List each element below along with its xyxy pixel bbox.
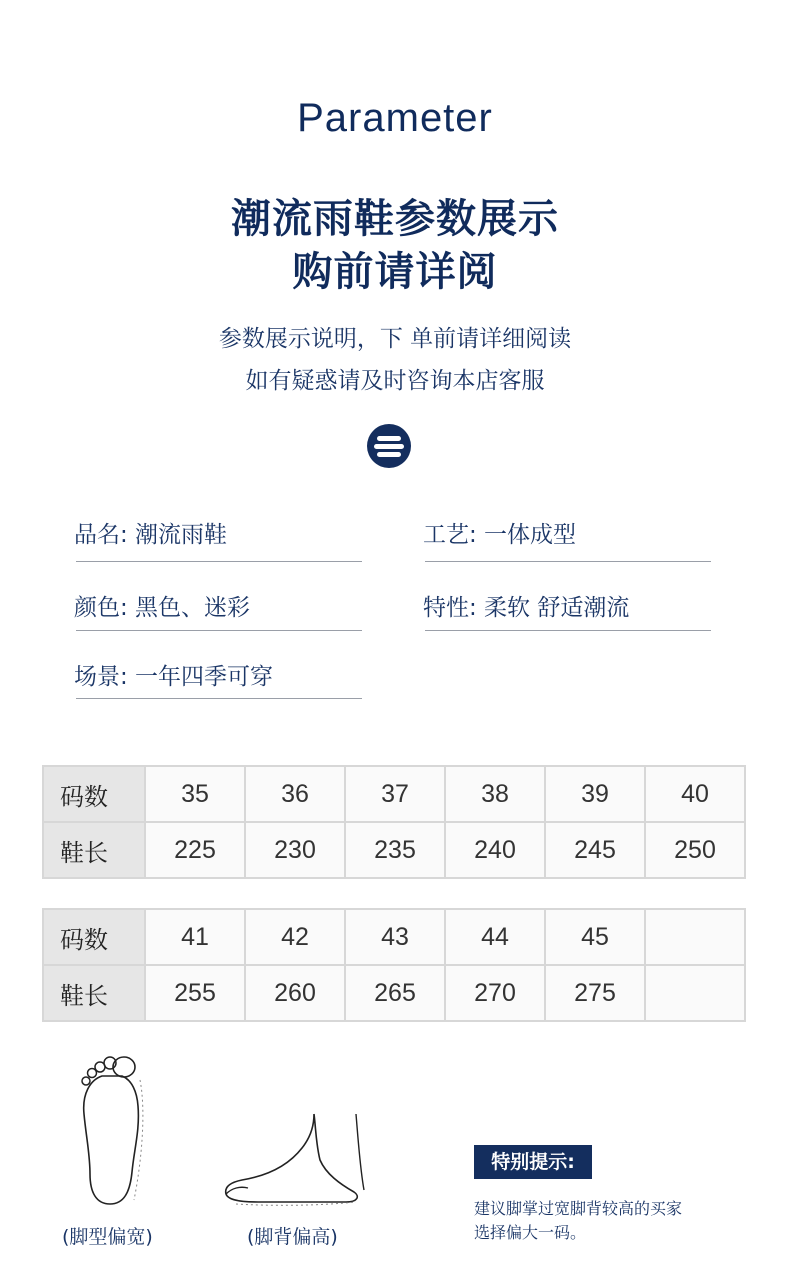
subtitle-line2: 如有疑惑请及时咨询本店客服: [245, 368, 545, 394]
high-instep-foot-icon: [218, 1108, 368, 1208]
wide-foot-label: (脚型偏宽): [62, 1226, 153, 1248]
high-instep-label: (脚背偏高): [247, 1226, 338, 1248]
size-header: 码数: [43, 766, 145, 822]
table-row: [43, 766, 745, 822]
length-cell: 235: [345, 822, 445, 878]
size-table-1: [42, 765, 746, 879]
tip-text-line2: 选择偏大一码。: [474, 1223, 587, 1242]
size-cell: 40: [645, 766, 745, 822]
param-scene: [74, 658, 273, 691]
size-cell: 44: [445, 909, 545, 965]
length-cell: 265: [345, 965, 445, 1021]
size-cell: [645, 909, 745, 965]
param-craft: [423, 516, 576, 549]
length-cell: 255: [145, 965, 245, 1021]
param-color-text: 颜色: 黑色、迷彩: [74, 595, 251, 621]
divider: [76, 630, 362, 631]
tip-badge: 特别提示:: [474, 1145, 592, 1179]
length-cell: 270: [445, 965, 545, 1021]
size-cell: 41: [145, 909, 245, 965]
size-cell: 42: [245, 909, 345, 965]
length-cell: 240: [445, 822, 545, 878]
size-cell: 36: [245, 766, 345, 822]
subtitle-line1: 参数展示说明，下 单前请详细阅读: [218, 326, 572, 352]
length-cell: 245: [545, 822, 645, 878]
param-feature: [423, 589, 629, 622]
divider: [76, 698, 362, 699]
param-feature-text: 特性: 柔软 舒适潮流: [423, 595, 630, 621]
size-cell: 35: [145, 766, 245, 822]
param-name-text: 品名: 潮流雨鞋: [74, 522, 228, 548]
tip-text-line1: 建议脚掌过宽脚背较高的买家: [474, 1199, 683, 1218]
size-cell: 37: [345, 766, 445, 822]
length-cell: 230: [245, 822, 345, 878]
size-cell: 38: [445, 766, 545, 822]
page-title-line2: 购前请详阅: [292, 249, 498, 295]
page-title-line1: 潮流雨鞋参数展示: [231, 196, 559, 242]
table-row: [43, 822, 745, 878]
divider: [425, 561, 711, 562]
size-table-2: [42, 908, 746, 1022]
length-header: 鞋长: [43, 965, 145, 1021]
size-cell: 43: [345, 909, 445, 965]
param-scene-text: 场景: 一年四季可穿: [74, 664, 274, 690]
length-header: 鞋长: [43, 822, 145, 878]
wide-foot-icon: [72, 1050, 152, 1210]
menu-circle-icon: [367, 424, 411, 468]
param-craft-text: 工艺: 一体成型: [423, 522, 577, 548]
param-color: [74, 589, 250, 622]
length-cell: 250: [645, 822, 745, 878]
divider: [425, 630, 711, 631]
divider: [76, 561, 362, 562]
size-header: 码数: [43, 909, 145, 965]
length-cell: 275: [545, 965, 645, 1021]
length-cell: 225: [145, 822, 245, 878]
table-row: [43, 909, 745, 965]
en-title: Parameter: [297, 96, 493, 140]
length-cell: [645, 965, 745, 1021]
size-cell: 39: [545, 766, 645, 822]
length-cell: 260: [245, 965, 345, 1021]
param-name: [74, 516, 227, 549]
size-cell: 45: [545, 909, 645, 965]
table-row: [43, 965, 745, 1021]
